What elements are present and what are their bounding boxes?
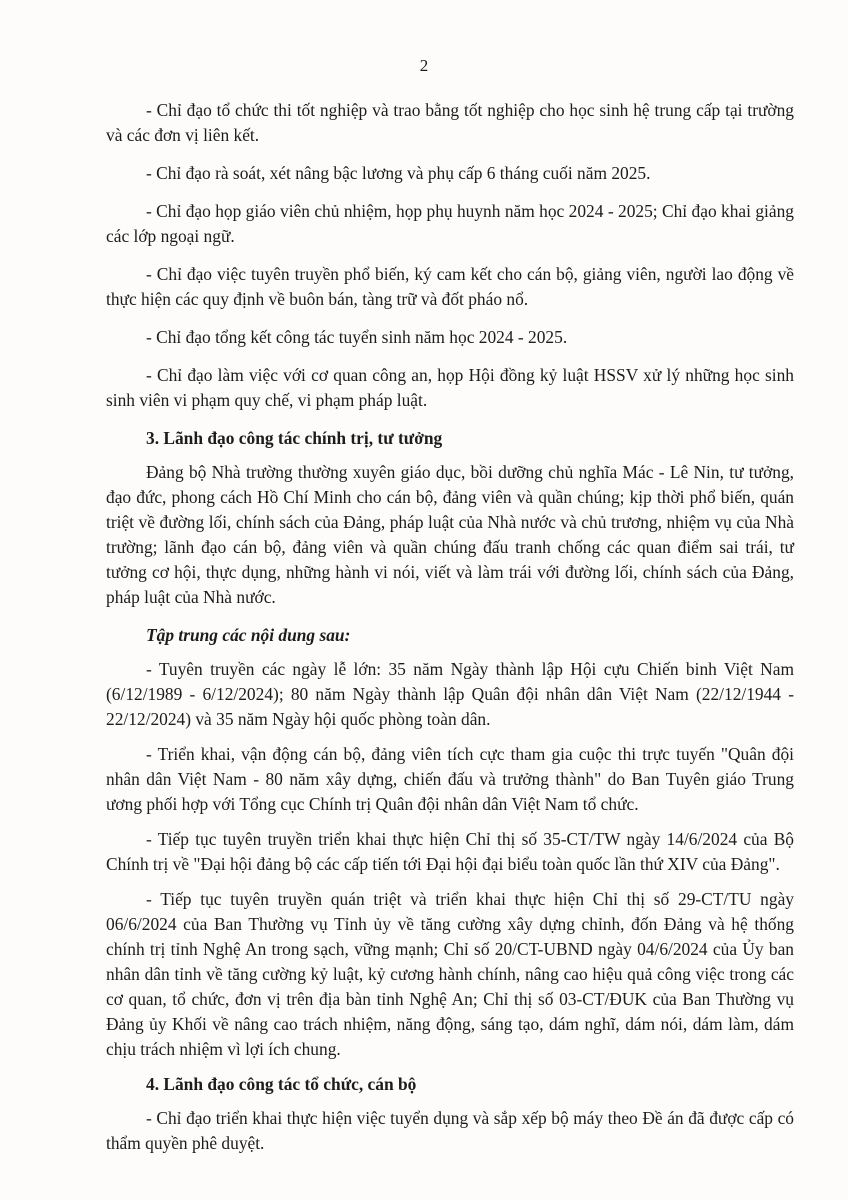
section-3-intro: Đảng bộ Nhà trường thường xuyên giáo dục, bồi dưỡng chủ nghĩa Mác - Lê Nin, tư tưởng, đạo đức, phong cách Hồ Chí Minh cho cán bộ, đảng viên và quần chúng; kịp thời phổ biến, quán triệt về đường lối, chính sách của Đảng, pháp luật của Nhà nước và chủ trương, nhiệm vụ của Nhà trường; lãnh đạo cán bộ, đảng viên và quần chúng đấu tranh chống các quan điểm sai trái, tư tưởng cơ hội, thực dụng, những hành vi nói, viết và làm trái với đường lối, chính sách của Đảng, pháp luật của Nhà nước. xyxy=(106,462,794,607)
section-3-heading: 3. Lãnh đạo công tác chính trị, tư tưởng xyxy=(146,428,443,448)
section-3-item: - Triển khai, vận động cán bộ, đảng viên tích cực tham gia cuộc thi trực tuyến "Quân đội nhân dân Việt Nam - 80 năm xây dựng, chiến đấu và trưởng thành" do Ban Tuyên giáo Trung ương phối hợp với Tổng cục Chính trị Quân đội nhân dân Việt Nam tổ chức. xyxy=(106,744,794,814)
paragraph: - Chỉ đạo làm việc với cơ quan công an, họp Hội đồng kỷ luật HSSV xử lý những học sinh sinh viên vi phạm quy chế, vi phạm pháp luật. xyxy=(106,365,794,410)
section-4-heading: 4. Lãnh đạo công tác tổ chức, cán bộ xyxy=(146,1074,417,1094)
paragraph: - Chỉ đạo tổng kết công tác tuyển sinh năm học 2024 - 2025. xyxy=(146,327,568,347)
paragraph: - Chỉ đạo tổ chức thi tốt nghiệp và trao bằng tốt nghiệp cho học sinh hệ trung cấp tại trường và các đơn vị liên kết. xyxy=(106,100,794,145)
paragraph: - Chỉ đạo việc tuyên truyền phổ biến, ký cam kết cho cán bộ, giảng viên, người lao động về thực hiện các quy định về buôn bán, tàng trữ và đốt pháo nổ. xyxy=(106,264,794,309)
section-3-item: - Tiếp tục tuyên truyền triển khai thực hiện Chỉ thị số 35-CT/TW ngày 14/6/2024 của Bộ Chính trị về "Đại hội đảng bộ các cấp tiến tới Đại hội đại biểu toàn quốc lần thứ XIV của Đảng". xyxy=(106,829,794,874)
page-number: 2 xyxy=(419,56,429,75)
section-3-subheading: Tập trung các nội dung sau: xyxy=(146,625,351,645)
paragraph: - Chỉ đạo rà soát, xét nâng bậc lương và phụ cấp 6 tháng cuối năm 2025. xyxy=(146,163,651,183)
paragraph: - Chỉ đạo họp giáo viên chủ nhiệm, họp phụ huynh năm học 2024 - 2025; Chỉ đạo khai giảng các lớp ngoại ngữ. xyxy=(106,201,794,246)
section-3-item: - Tuyên truyền các ngày lễ lớn: 35 năm Ngày thành lập Hội cựu Chiến binh Việt Nam (6/12/1989 - 6/12/2024); 80 năm Ngày thành lập Quân đội nhân dân Việt Nam (22/12/1944 - 22/12/2024) và 35 năm Ngày hội quốc phòng toàn dân. xyxy=(106,659,794,729)
section-3-item: - Tiếp tục tuyên truyền quán triệt và triển khai thực hiện Chỉ thị số 29-CT/TU ngày 06/6/2024 của Ban Thường vụ Tỉnh ủy về tăng cường xây dựng chỉnh, đốn Đảng và hệ thống chính trị tỉnh Nghệ An trong sạch, vững mạnh; Chỉ số 20/CT-UBND ngày 04/6/2024 của Ủy ban nhân dân tỉnh về tăng cường kỷ luật, kỷ cương hành chính, nâng cao hiệu quả công việc trong các cơ quan, tổ chức, đơn vị trên địa bàn tỉnh Nghệ An; Chỉ thị số 03-CT/ĐUK của Ban Thường vụ Đảng ủy Khối về nâng cao trách nhiệm, năng động, sáng tạo, dám nghĩ, dám nói, dám làm, dám chịu trách nhiệm vì lợi ích chung. xyxy=(106,889,794,1059)
document-body xyxy=(106,98,794,1169)
section-4-item: - Chỉ đạo triển khai thực hiện việc tuyển dụng và sắp xếp bộ máy theo Đề án đã được cấp có thẩm quyền phê duyệt. xyxy=(106,1108,794,1153)
